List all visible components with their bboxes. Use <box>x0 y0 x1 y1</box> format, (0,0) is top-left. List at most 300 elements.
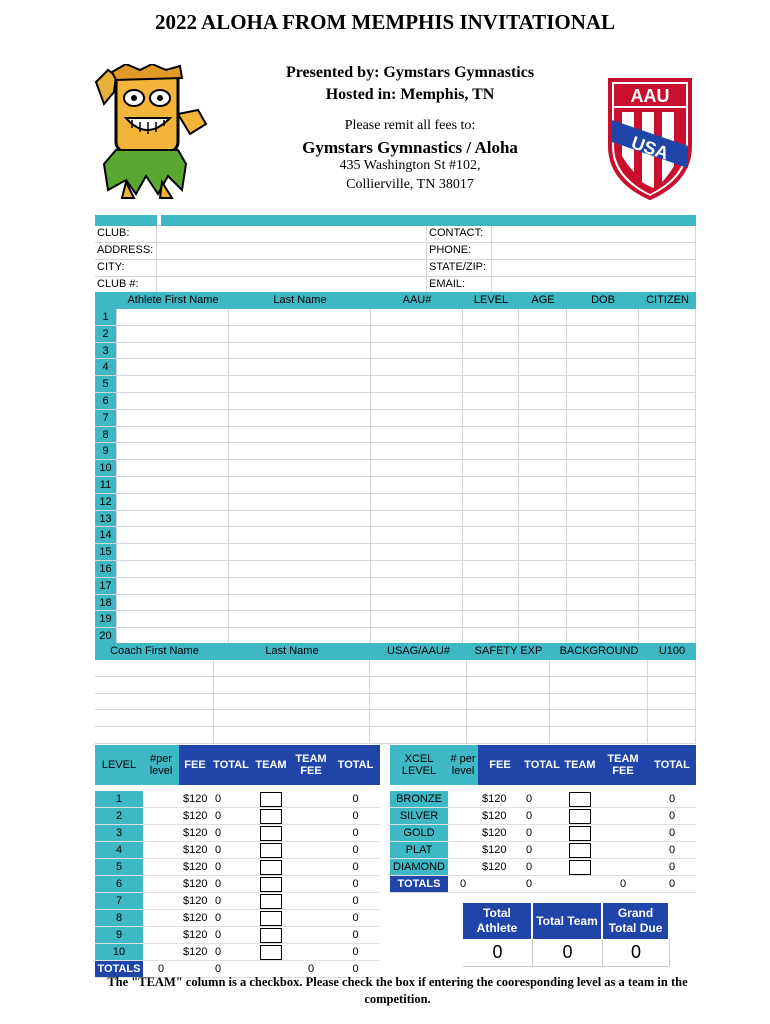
athlete-field[interactable] <box>567 544 639 560</box>
levels-team-fee <box>291 842 331 859</box>
athlete-field[interactable] <box>639 511 696 527</box>
athlete-field[interactable] <box>639 376 696 392</box>
athlete-field[interactable] <box>519 578 567 594</box>
xcel-level-label: SILVER <box>390 808 448 825</box>
level-totals-team-fee: 0 <box>291 961 331 978</box>
athlete-field[interactable] <box>117 326 229 342</box>
levels-grand-total: 0 <box>331 859 380 876</box>
xcel-total: 0 <box>522 791 562 808</box>
athlete-row-number: 19 <box>95 611 117 627</box>
athlete-row <box>95 393 696 410</box>
athlete-field[interactable] <box>519 561 567 577</box>
levels-per-level-input[interactable] <box>143 859 179 876</box>
athlete-field[interactable] <box>229 578 371 594</box>
levels-per-level-input[interactable] <box>143 808 179 825</box>
athlete-field[interactable] <box>371 578 463 594</box>
athlete-field[interactable] <box>519 628 567 644</box>
xcel-col-level: XCEL LEVEL <box>390 745 448 785</box>
levels-per-level-input[interactable] <box>143 791 179 808</box>
athlete-field[interactable] <box>117 628 229 644</box>
levels-per-level-input[interactable] <box>143 910 179 927</box>
athlete-field[interactable] <box>229 561 371 577</box>
athlete-field[interactable] <box>229 393 371 409</box>
levels-level-label: 4 <box>95 842 143 859</box>
xcel-row <box>390 825 696 842</box>
coach-field[interactable] <box>95 677 214 693</box>
athlete-row <box>95 611 696 628</box>
athlete-field[interactable] <box>117 544 229 560</box>
athlete-field[interactable] <box>117 427 229 443</box>
levels-level-label: 5 <box>95 859 143 876</box>
xcel-team-cell <box>562 842 598 859</box>
athlete-field[interactable] <box>229 628 371 644</box>
athlete-field[interactable] <box>371 477 463 493</box>
coach-field[interactable] <box>370 727 467 743</box>
total-athlete-label: Total Athlete <box>463 903 533 939</box>
xcel-totals-grand: 0 <box>648 876 696 893</box>
coach-field[interactable] <box>648 694 696 710</box>
athlete-field[interactable] <box>117 393 229 409</box>
athlete-field[interactable] <box>639 393 696 409</box>
athlete-field[interactable] <box>371 443 463 459</box>
athlete-field[interactable] <box>371 359 463 375</box>
club-number-field[interactable] <box>157 277 427 292</box>
athlete-field[interactable] <box>639 611 696 627</box>
level-totals-total: 0 <box>211 961 251 978</box>
levels-team-fee <box>291 825 331 842</box>
xcel-team-fee <box>598 859 648 876</box>
athlete-field[interactable] <box>519 494 567 510</box>
athlete-field[interactable] <box>371 544 463 560</box>
athlete-field[interactable] <box>567 595 639 611</box>
coach-field[interactable] <box>214 710 370 726</box>
athlete-field[interactable] <box>117 359 229 375</box>
xcel-team-checkbox[interactable] <box>569 809 591 824</box>
athlete-field[interactable] <box>519 376 567 392</box>
athlete-field[interactable] <box>463 477 519 493</box>
athlete-field[interactable] <box>463 393 519 409</box>
levels-team-checkbox[interactable] <box>260 843 282 858</box>
athlete-field[interactable] <box>463 578 519 594</box>
coach-field[interactable] <box>467 727 550 743</box>
athlete-field[interactable] <box>463 511 519 527</box>
athlete-field[interactable] <box>371 343 463 359</box>
athlete-field[interactable] <box>567 359 639 375</box>
athlete-field[interactable] <box>229 376 371 392</box>
athlete-field[interactable] <box>229 477 371 493</box>
athlete-field[interactable] <box>463 359 519 375</box>
athlete-row-number: 16 <box>95 561 117 577</box>
coach-field[interactable] <box>95 694 214 710</box>
level-totals-grand: 0 <box>331 961 380 978</box>
levels-total: 0 <box>211 842 251 859</box>
athlete-field[interactable] <box>567 343 639 359</box>
athlete-field[interactable] <box>639 343 696 359</box>
athlete-field[interactable] <box>567 460 639 476</box>
athlete-field[interactable] <box>639 326 696 342</box>
levels-level-label: 10 <box>95 944 143 961</box>
athlete-row <box>95 410 696 427</box>
athlete-field[interactable] <box>639 561 696 577</box>
levels-team-checkbox[interactable] <box>260 809 282 824</box>
club-info-table <box>95 215 696 293</box>
athlete-field[interactable] <box>229 410 371 426</box>
athlete-field[interactable] <box>229 443 371 459</box>
coach-field[interactable] <box>550 660 648 676</box>
levels-team-fee <box>291 791 331 808</box>
coach-field[interactable] <box>648 677 696 693</box>
levels-row <box>95 825 380 842</box>
levels-team-cell <box>251 825 291 842</box>
levels-team-checkbox[interactable] <box>260 877 282 892</box>
athlete-field[interactable] <box>567 561 639 577</box>
xcel-per-level-input[interactable] <box>448 842 478 859</box>
levels-fee: $120 <box>179 927 211 944</box>
coach-field[interactable] <box>550 727 648 743</box>
athlete-field[interactable] <box>371 376 463 392</box>
levels-row <box>95 876 380 893</box>
athlete-field[interactable] <box>229 309 371 325</box>
levels-team-cell <box>251 944 291 961</box>
club-field[interactable] <box>157 226 427 242</box>
total-team-value: 0 <box>533 939 603 967</box>
athlete-field[interactable] <box>117 561 229 577</box>
athlete-field[interactable] <box>229 359 371 375</box>
levels-team-checkbox[interactable] <box>260 945 282 960</box>
athlete-field[interactable] <box>371 595 463 611</box>
athlete-field[interactable] <box>229 326 371 342</box>
athlete-field[interactable] <box>463 460 519 476</box>
col-dob: DOB <box>591 294 615 306</box>
presented-by: Presented by: Gymstars Gymnastics <box>285 64 535 81</box>
athlete-field[interactable] <box>371 511 463 527</box>
athlete-field[interactable] <box>463 544 519 560</box>
athlete-row <box>95 544 696 561</box>
athlete-row <box>95 343 696 360</box>
athlete-field[interactable] <box>519 477 567 493</box>
athlete-row-number: 9 <box>95 443 117 459</box>
col-citizen: CITIZEN <box>646 294 689 306</box>
athlete-field[interactable] <box>567 494 639 510</box>
coach-field[interactable] <box>214 660 370 676</box>
athlete-field[interactable] <box>463 343 519 359</box>
xcel-row <box>390 842 696 859</box>
xcel-per-level-input[interactable] <box>448 859 478 876</box>
athlete-field[interactable] <box>229 544 371 560</box>
athlete-field[interactable] <box>567 628 639 644</box>
athlete-field[interactable] <box>639 544 696 560</box>
xcel-level-label: PLAT <box>390 842 448 859</box>
coach-field[interactable] <box>648 727 696 743</box>
athlete-field[interactable] <box>117 443 229 459</box>
athlete-field[interactable] <box>639 359 696 375</box>
athlete-field[interactable] <box>371 427 463 443</box>
athlete-field[interactable] <box>117 511 229 527</box>
xcel-fee: $120 <box>478 825 522 842</box>
xcel-row <box>390 859 696 876</box>
club-label: CLUB: <box>95 226 157 242</box>
athlete-field[interactable] <box>639 477 696 493</box>
xcel-per-level-input[interactable] <box>448 808 478 825</box>
levels-row <box>95 842 380 859</box>
athlete-field[interactable] <box>639 427 696 443</box>
athlete-field[interactable] <box>639 578 696 594</box>
levels-team-fee <box>291 808 331 825</box>
athlete-row <box>95 460 696 477</box>
athlete-field[interactable] <box>229 611 371 627</box>
xcel-per-level-input[interactable] <box>448 791 478 808</box>
coach-field[interactable] <box>648 710 696 726</box>
levels-per-level-input[interactable] <box>143 842 179 859</box>
xcel-team-checkbox[interactable] <box>569 826 591 841</box>
athlete-row <box>95 443 696 460</box>
athlete-field[interactable] <box>519 427 567 443</box>
coach-field[interactable] <box>214 694 370 710</box>
athlete-field[interactable] <box>567 527 639 543</box>
coach-field[interactable] <box>95 710 214 726</box>
athlete-field[interactable] <box>117 611 229 627</box>
athlete-field[interactable] <box>639 628 696 644</box>
athlete-row-number: 4 <box>95 359 117 375</box>
levels-team-cell <box>251 893 291 910</box>
athlete-field[interactable] <box>371 326 463 342</box>
email-field[interactable] <box>492 277 696 292</box>
athlete-field[interactable] <box>567 427 639 443</box>
athlete-field[interactable] <box>229 527 371 543</box>
athlete-field[interactable] <box>117 376 229 392</box>
athlete-field[interactable] <box>519 511 567 527</box>
coach-field[interactable] <box>550 677 648 693</box>
levels-team-cell <box>251 927 291 944</box>
athlete-row-number: 3 <box>95 343 117 359</box>
coach-field[interactable] <box>370 694 467 710</box>
athlete-field[interactable] <box>463 595 519 611</box>
levels-team-cell <box>251 876 291 893</box>
lvl-col-team: TEAM <box>251 745 291 785</box>
athlete-field[interactable] <box>567 578 639 594</box>
athlete-field[interactable] <box>639 309 696 325</box>
coach-field[interactable] <box>550 694 648 710</box>
levels-team-checkbox[interactable] <box>260 826 282 841</box>
levels-team-fee <box>291 859 331 876</box>
xcel-team-cell <box>562 791 598 808</box>
city-field[interactable] <box>157 260 427 276</box>
athlete-field[interactable] <box>567 477 639 493</box>
athlete-field[interactable] <box>117 578 229 594</box>
athlete-field[interactable] <box>567 376 639 392</box>
athlete-field[interactable] <box>519 343 567 359</box>
levels-team-checkbox[interactable] <box>260 894 282 909</box>
col-usag-aau-number: USAG/AAU# <box>387 645 450 657</box>
athlete-field[interactable] <box>639 460 696 476</box>
coach-field[interactable] <box>370 660 467 676</box>
levels-team-fee <box>291 893 331 910</box>
state-zip-label: STATE/ZIP: <box>427 260 492 276</box>
athlete-row-number: 14 <box>95 527 117 543</box>
coach-field[interactable] <box>370 677 467 693</box>
levels-level-label: 8 <box>95 910 143 927</box>
coach-field[interactable] <box>467 710 550 726</box>
xcel-totals-team-fee: 0 <box>598 876 648 893</box>
athlete-field[interactable] <box>463 427 519 443</box>
athlete-field[interactable] <box>463 410 519 426</box>
athlete-field[interactable] <box>519 544 567 560</box>
xcel-fee: $120 <box>478 842 522 859</box>
athlete-field[interactable] <box>519 393 567 409</box>
athlete-field[interactable] <box>567 326 639 342</box>
athlete-field[interactable] <box>371 460 463 476</box>
levels-total: 0 <box>211 944 251 961</box>
athlete-field[interactable] <box>519 359 567 375</box>
col-aau-number: AAU# <box>402 294 432 306</box>
athlete-field[interactable] <box>463 309 519 325</box>
athlete-field[interactable] <box>371 527 463 543</box>
levels-per-level-input[interactable] <box>143 927 179 944</box>
athlete-field[interactable] <box>229 460 371 476</box>
athlete-field[interactable] <box>117 477 229 493</box>
athlete-field[interactable] <box>229 595 371 611</box>
levels-team-checkbox[interactable] <box>260 792 282 807</box>
phone-field[interactable] <box>492 243 696 259</box>
team-checkbox-footnote: The "TEAM" column is a checkbox. Please check the box if entering the cooresponding level as a team in the competition. <box>107 975 688 1006</box>
athlete-field[interactable] <box>519 326 567 342</box>
athlete-roster-table <box>95 292 696 645</box>
athlete-field[interactable] <box>639 527 696 543</box>
total-team-label: Total Team <box>533 903 603 939</box>
address-field[interactable] <box>157 243 427 259</box>
levels-team-checkbox[interactable] <box>260 860 282 875</box>
xcel-team-checkbox[interactable] <box>569 860 591 875</box>
coach-field[interactable] <box>467 677 550 693</box>
col-background: BACKGROUND <box>559 645 639 657</box>
coach-field[interactable] <box>550 710 648 726</box>
athlete-field[interactable] <box>639 410 696 426</box>
athlete-field[interactable] <box>463 611 519 627</box>
coach-field[interactable] <box>214 727 370 743</box>
athlete-field[interactable] <box>519 309 567 325</box>
athlete-field[interactable] <box>567 511 639 527</box>
athlete-field[interactable] <box>463 628 519 644</box>
state-zip-field[interactable] <box>492 260 696 276</box>
levels-per-level-input[interactable] <box>143 876 179 893</box>
lvl-col-total: TOTAL <box>211 745 251 785</box>
levels-grand-total: 0 <box>331 791 380 808</box>
xcel-total: 0 <box>522 825 562 842</box>
city-label: CITY: <box>95 260 157 276</box>
total-athlete-value: 0 <box>463 939 533 967</box>
athlete-field[interactable] <box>117 309 229 325</box>
athlete-field[interactable] <box>117 527 229 543</box>
athlete-field[interactable] <box>117 494 229 510</box>
coach-field[interactable] <box>467 660 550 676</box>
contact-field[interactable] <box>492 226 696 242</box>
coach-field[interactable] <box>95 660 214 676</box>
levels-fee: $120 <box>179 944 211 961</box>
athlete-field[interactable] <box>117 343 229 359</box>
athlete-field[interactable] <box>229 427 371 443</box>
col-age: AGE <box>531 294 555 306</box>
levels-row <box>95 808 380 825</box>
athlete-field[interactable] <box>639 494 696 510</box>
lvl-col-fee: FEE <box>179 745 211 785</box>
athlete-field[interactable] <box>639 443 696 459</box>
athlete-field[interactable] <box>519 595 567 611</box>
athlete-field[interactable] <box>567 410 639 426</box>
athlete-field[interactable] <box>371 611 463 627</box>
athlete-field[interactable] <box>371 393 463 409</box>
athlete-field[interactable] <box>371 628 463 644</box>
athlete-field[interactable] <box>519 410 567 426</box>
coach-field[interactable] <box>467 694 550 710</box>
athlete-field[interactable] <box>463 494 519 510</box>
aau-logo-text: AAU <box>630 86 670 106</box>
levels-level-label: 6 <box>95 876 143 893</box>
levels-fee: $120 <box>179 893 211 910</box>
athlete-field[interactable] <box>463 527 519 543</box>
levels-total: 0 <box>211 808 251 825</box>
coach-field[interactable] <box>370 710 467 726</box>
athlete-field[interactable] <box>639 595 696 611</box>
levels-per-level-input[interactable] <box>143 893 179 910</box>
athlete-field[interactable] <box>567 443 639 459</box>
xcel-fee: $120 <box>478 859 522 876</box>
athlete-field[interactable] <box>567 611 639 627</box>
levels-team-checkbox[interactable] <box>260 911 282 926</box>
xcel-team-checkbox[interactable] <box>569 792 591 807</box>
levels-per-level-input[interactable] <box>143 944 179 961</box>
xcel-grand-total: 0 <box>648 842 696 859</box>
athlete-field[interactable] <box>519 443 567 459</box>
athlete-field[interactable] <box>519 527 567 543</box>
coach-field[interactable] <box>648 660 696 676</box>
coach-field[interactable] <box>95 727 214 743</box>
athlete-row-number: 2 <box>95 326 117 342</box>
levels-per-level-input[interactable] <box>143 825 179 842</box>
athlete-field[interactable] <box>463 561 519 577</box>
xcel-team-checkbox[interactable] <box>569 843 591 858</box>
athlete-field[interactable] <box>229 494 371 510</box>
athlete-field[interactable] <box>117 410 229 426</box>
coach-field[interactable] <box>214 677 370 693</box>
levels-team-checkbox[interactable] <box>260 928 282 943</box>
level-fee-table <box>95 745 380 978</box>
email-label: EMAIL: <box>427 277 492 292</box>
athlete-field[interactable] <box>567 393 639 409</box>
athlete-field[interactable] <box>567 309 639 325</box>
athlete-row <box>95 309 696 326</box>
levels-grand-total: 0 <box>331 876 380 893</box>
athlete-row-number: 1 <box>95 309 117 325</box>
athlete-field[interactable] <box>463 376 519 392</box>
athlete-field[interactable] <box>519 611 567 627</box>
xcel-per-level-input[interactable] <box>448 825 478 842</box>
athlete-field[interactable] <box>229 511 371 527</box>
athlete-field[interactable] <box>117 460 229 476</box>
athlete-field[interactable] <box>371 410 463 426</box>
athlete-field[interactable] <box>371 561 463 577</box>
athlete-field[interactable] <box>229 343 371 359</box>
xcel-totals-total: 0 <box>522 876 562 893</box>
athlete-field[interactable] <box>463 443 519 459</box>
athlete-field[interactable] <box>117 595 229 611</box>
xcel-level-label: GOLD <box>390 825 448 842</box>
athlete-field[interactable] <box>371 309 463 325</box>
athlete-field[interactable] <box>463 326 519 342</box>
levels-total: 0 <box>211 910 251 927</box>
page-title: 2022 ALOHA FROM MEMPHIS INVITATIONAL <box>154 10 616 34</box>
athlete-field[interactable] <box>519 460 567 476</box>
athlete-field[interactable] <box>371 494 463 510</box>
